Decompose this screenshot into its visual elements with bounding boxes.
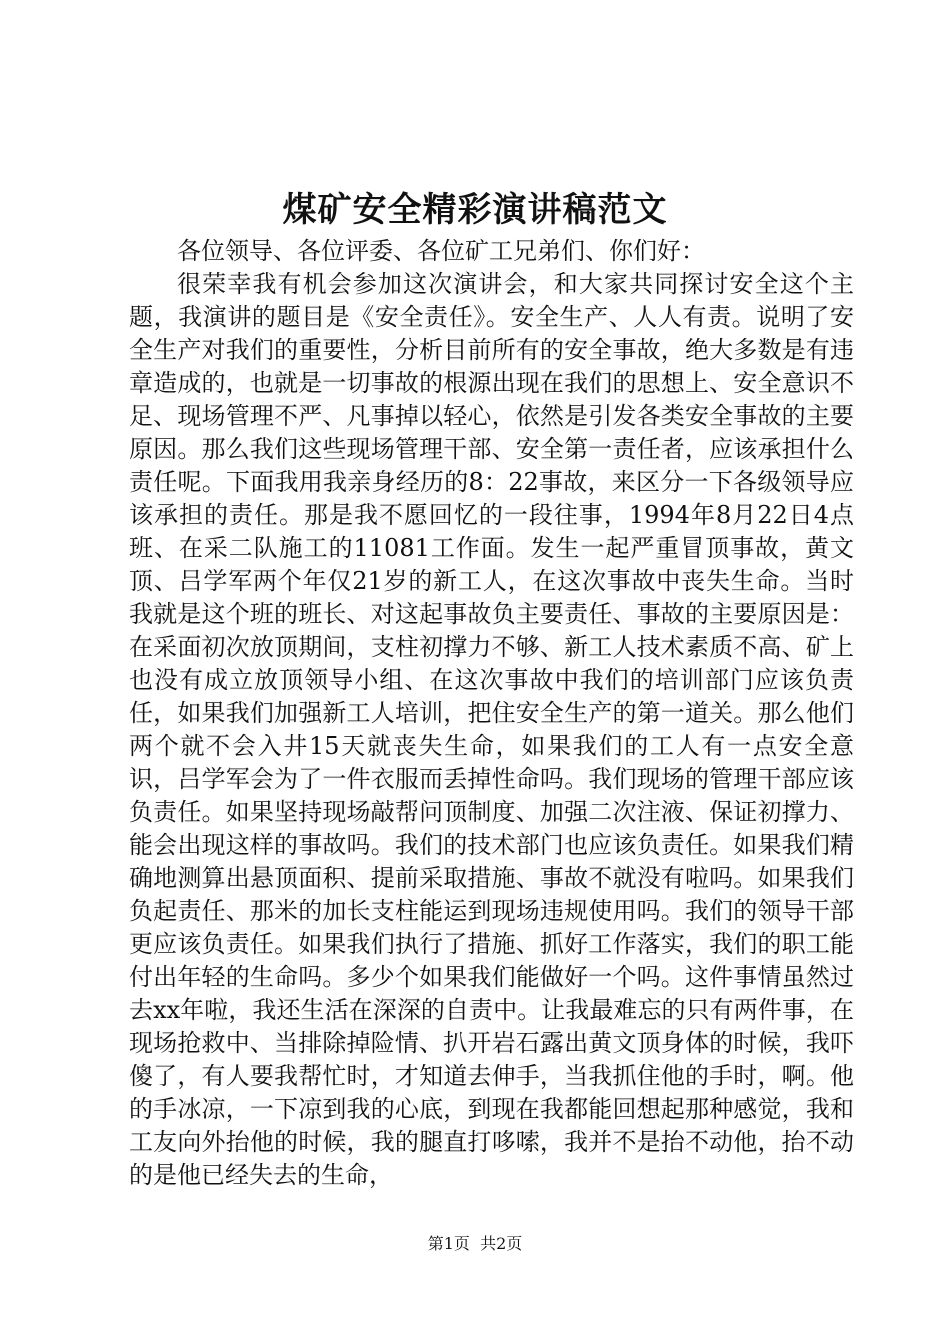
body-paragraph: 很荣幸我有机会参加这次演讲会，和大家共同探讨安全这个主题，我演讲的题目是《安全责任》。安全生产、人人有责。说明了安全生产对我们的重要性，分析目前所有的安全事故，绝大多数是有违章造成的，也就是一切事故的根源出现在我们的思想上、安全意识不足、现场管理不严、凡事掉以轻心，依然是引发各类安全事故的主要原因。那么我们这些现场管理干部、安全第一责任者，应该承担什么责任呢。下面我用我亲身经历的8：22事故，来区分一下各级领导应该承担的责任。那是我不愿回忆的一段往事，1994年8月22日4点班、在采二队施工的11081工作面。发生一起严重冒顶事故，黄文顶、吕学军两个年仅21岁的新工人，在这次事故中丧失生命。当时我就是这个班的班长、对这起事故负主要责任、事故的主要原因是：在采面初次放顶期间，支柱初撑力不够、新工人技术素质不高、矿上也没有成立放顶领导小组、在这次事故中我们的培训部门应该负责任，如果我们加强新工人培训，把住安全生产的第一道关。那么他们两个就不会入井15天就丧失生命，如果我们的工人有一点安全意识，吕学军会为了一件衣服而丢掉性命吗。我们现场的管理干部应该负责任。如果坚持现场敲帮问顶制度、加强二次注液、保证初撑力、能会出现这样的事故吗。我们的技术部门也应该负责任。如果我们精确地测算出悬顶面积、提前采取措施、事故不就没有啦吗。如果我们负起责任、那米的加长支柱能运到现场违规使用吗。我们的领导干部更应该负责任。如果我们执行了措施、抓好工作落实，我们的职工能付出年轻的生命吗。多少个如果我们能做好一个吗。这件事情虽然过去xx年啦，我还生活在深深的自责中。让我最难忘的只有两件事，在现场抢救中、当排除掉险情、扒开岩石露出黄文顶身体的时候，我吓傻了，有人要我帮忙时，才知道去伸手，当我抓住他的手时，啊。他的手冰凉，一下凉到我的心底，到现在我都能回想起那种感觉，我和工友向外抬他的时候，我的腿直打哆嗦，我并不是抬不动他，抬不动的是他已经失去的生命， — [129, 270, 854, 1189]
document-body — [129, 235, 854, 1192]
salutation-paragraph: 各位领导、各位评委、各位矿工兄弟们、你们好： — [177, 237, 705, 265]
document-title: 煤矿安全精彩演讲稿范文 — [282, 190, 668, 230]
page-total: 共2页 — [480, 1234, 523, 1253]
footer-separator — [470, 1234, 480, 1253]
page-footer — [0, 1232, 950, 1256]
page-number: 第1页 — [427, 1234, 470, 1253]
